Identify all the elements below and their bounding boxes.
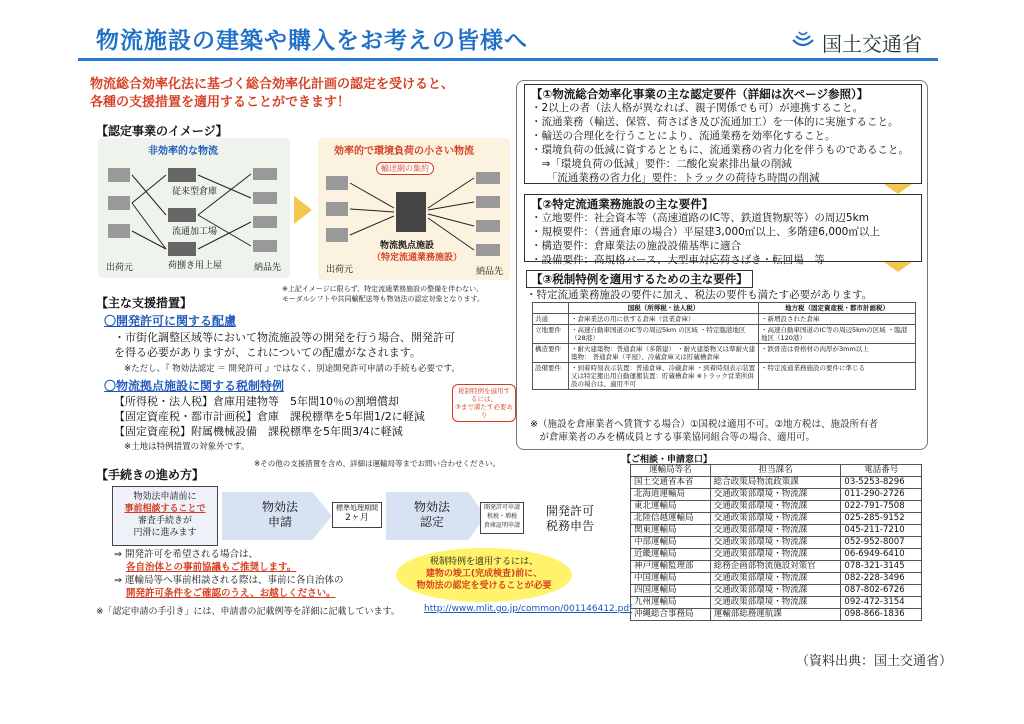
pre-consultation-box: 物効法申請前に 事前相談することで 審査手続きが 円滑に進みます xyxy=(112,486,218,546)
contacts-table xyxy=(630,464,922,621)
label-processing-plant: 流通加工場 xyxy=(172,227,218,237)
table-row: 関東運輸局 交通政策部環境・物流課 045-211-7210 xyxy=(631,525,922,537)
step-certification: 物効法 認定 xyxy=(414,500,451,529)
inefficient-flow-diagram xyxy=(98,138,290,278)
label-network-consolidation: 輸送網の集約 xyxy=(376,162,434,175)
requirement-1-box: 【①物流総合効率化事業の主な認定要件（詳細は次ページ参照）】 ・2以上の者（法人格が異なれば、親子関係でも可）が連携すること。 ・流通業務（輸送、保管、荷さばき及び流通加工）を一体的に実施すること。 ・輸送の合理化を行うことにより、流通業務を効率化すること。 ・環境負荷の低減に資するとともに、流通業務の省力化を伴うものであること。 ⇒「環境負荷の低減」要件：二酸化炭素排出量の削減 「流通業務の省力化」要件：トラックの荷待ち時間の削減 xyxy=(524,84,922,184)
tax-requirements-table xyxy=(532,302,916,390)
title-divider xyxy=(78,58,938,61)
tax-item: 【固定資産税】附属機械設備 課税標準を5年間3/4に軽減 xyxy=(114,425,403,438)
table-row: 北海道運輸局 交通政策部環境・物流課 011-290-2726 xyxy=(631,489,922,501)
dev-permit-text: ・市街化調整区域等において物流施設等の開発を行う場合、開発許可 を得る必要がありますが、これについての配慮がなされます。 xyxy=(114,331,455,359)
dev-permit-note: ※ただし、『 物効法認定 ＝ 開発許可 』ではなく、別途開発許可申請の手続も必要です。 xyxy=(124,364,460,374)
step-permit-tax: 開発許可 税務申告 xyxy=(546,504,595,533)
tax-items-list xyxy=(114,394,454,439)
label-handling-shed: 荷捌き用上屋 xyxy=(168,261,223,271)
image-note: ※上記イメージに限らず、特定流通業務施設の整備を伴わない、 モーダルシフトや共同輸配送等も物効法の認定対象となります。 xyxy=(282,285,484,303)
table-row: 四国運輸局 交通政策部環境・物流課 087-802-6726 xyxy=(631,585,922,597)
table-row: 中国運輸局 交通政策部環境・物流課 082-228-3496 xyxy=(631,573,922,585)
table-row: 北陸信越運輸局 交通政策部環境・物流課 025-285-9152 xyxy=(631,513,922,525)
label-specified-facility: （特定流通業務施設） xyxy=(372,253,463,263)
efficient-title: 効率的で環境負荷の小さい物流 xyxy=(334,146,474,157)
table-row: 沖縄総合事務局 運輸部総務運航課 098-866-1836 xyxy=(631,609,922,621)
tax-requirement-callout: 税制特例を適用するには、 ③まで満たす必要あり xyxy=(452,384,516,422)
guide-note: ※「認定申請の手引き」には、申請書の記載例等を詳細に記載しています。 xyxy=(96,607,400,617)
processing-period-box: 標準処理期間 2ヶ月 xyxy=(332,502,382,528)
requirement-3-section: 【③税制特例を適用するための主な要件】 ・特定流通業務施設の要件に加え、税法の要件も満たす必要があります。 xyxy=(526,272,873,301)
efficient-logistics-panel xyxy=(318,138,510,280)
table-row: 九州運輸局 交通政策部環境・物流課 092-472-3154 xyxy=(631,597,922,609)
other-support-note: ※その他の支援措置を含め、詳細は運輸局等までお問い合わせください。 xyxy=(254,459,500,468)
flow-arrow xyxy=(294,196,312,224)
procedure-notes: ⇒ 開発許可を希望される場合は、 各自治体との事前協議もご推奨します。 ⇒ 運輸局等へ事前相談される際は、事前に各自治体の 開発許可条件をご確認のうえ、お越しください。 xyxy=(114,549,344,599)
table-row: 構造要件 ・耐火建築物：普通倉庫（多階建） ・耐火建築物又は準耐火建築物： 普通倉庫（平屋）、冷蔵倉庫又は貯蔵槽倉庫 ・鉄骨造は骨格材の肉厚が3mm以上 xyxy=(533,344,916,363)
inefficient-logistics-panel xyxy=(98,138,290,278)
table-row: 設備要件 ・到着時刻表示装置：普通倉庫、冷蔵倉庫 ・到着時刻表示装置又は特定搬出用自動運搬装置：貯蔵槽倉庫 ※トラック営業所併設の場合は、適用不可 ・特定流通業務施設の要件に準じる xyxy=(533,363,916,390)
label-logistics-hub: 物流拠点施設 xyxy=(380,241,435,251)
contacts-heading: 【ご相談・申請窓口】 xyxy=(622,455,713,465)
tax-timing-bubble: 税制特例を適用するには、 建物の竣工(完成検査)前に、 物効法の認定を受けることが必要 xyxy=(396,548,572,602)
inefficient-title: 非効率的な物流 xyxy=(148,146,218,157)
tax-special-heading: 〇物流拠点施設に関する税制特例 xyxy=(104,379,285,393)
procedure-heading: 【手続きの進め方】 xyxy=(96,468,205,482)
ministry-logo-icon xyxy=(790,26,816,52)
label-destination-right: 納品先 xyxy=(476,267,504,277)
table-header-row: 運輸局等名 担当課名 電話番号 xyxy=(631,465,922,477)
support-heading: 【主な支援措置】 xyxy=(96,296,193,310)
table-row: 東北運輸局 交通政策部環境・物流課 022-791-7508 xyxy=(631,501,922,513)
dev-permit-heading: 〇開発許可に関する配慮 xyxy=(104,314,237,328)
table-row: 共通 ・倉庫業法の用に供する倉庫（営業倉庫） ・新増設された倉庫 xyxy=(533,314,916,325)
source-credit: （資料出典：国土交通省） xyxy=(796,654,953,669)
tax-land-note: ※土地は特例措置の対象外です。 xyxy=(124,442,250,452)
table-row: 立地要件 ・高速自動車国道のIC等の周辺5km の区域 ・特定臨港地区（28港） ・高速自動車国道のIC等の周辺5kmの区域 ・臨港地区（120港） xyxy=(533,325,916,344)
table-row: 中部運輸局 交通政策部環境・物流課 052-952-8007 xyxy=(631,537,922,549)
label-destination: 納品先 xyxy=(254,263,282,273)
lead-text: 物流総合効率化法に基づく総合効率化計画の認定を受けると、 各種の支援措置を適用することができます！ xyxy=(90,77,455,110)
step-application: 物効法 申請 xyxy=(262,500,299,529)
tax-item: 【所得税・法人税】倉庫用建物等 5年間10％の割増償却 xyxy=(114,395,399,408)
image-section-heading: 【認定事業のイメージ】 xyxy=(96,124,228,138)
tax-footnote: ※（施設を倉庫業者へ賃貸する場合）①国税は適用不可。②地方税は、施設所有者 が倉庫業者のみを構成員とする事業協同組合等の場合、適用可。 xyxy=(530,419,878,443)
guide-link[interactable]: http://www.mlit.go.jp/common/001146412.pdf xyxy=(424,604,633,614)
label-conventional-warehouse: 従来型倉庫 xyxy=(172,187,218,197)
follow-up-docs-box: 開発許可申請 租税・増税 倉庫証明申請 xyxy=(480,502,524,534)
tax-item: 【固定資産税・都市計画税】倉庫 課税標準を5年間1/2に軽減 xyxy=(114,410,425,423)
table-row: 国土交通省本省 総合政策局物流政策課 03-5253-8296 xyxy=(631,477,922,489)
requirement-arrow-1 xyxy=(884,184,912,194)
requirement-2-box: 【②特定流通業務施設の主な要件】 ・立地要件：社会資本等（高速道路のIC等、鉄道貨物駅等）の周辺5km ・規模要件：（普通倉庫の場合）平屋建3,000㎡以上、多階建6,000㎡以上 ・構造要件：倉庫業法の施設設備基準に適合 ・設備要件：高規格バース、大型車対応荷さばき・転回場 等 xyxy=(524,194,922,262)
label-origin-right: 出荷元 xyxy=(326,265,354,275)
ministry-name: 国土交通省 xyxy=(822,32,922,56)
label-origin: 出荷元 xyxy=(106,263,134,273)
table-header-row: 国税（所得税・法人税） 地方税（固定資産税・都市計画税） xyxy=(533,303,916,314)
table-row: 神戸運輸監理部 総務企画部物流施設対策官 078-321-3145 xyxy=(631,561,922,573)
table-row: 近畿運輸局 交通政策部環境・物流課 06-6949-6410 xyxy=(631,549,922,561)
page-title: 物流施設の建築や購入をお考えの皆様へ xyxy=(96,28,528,54)
